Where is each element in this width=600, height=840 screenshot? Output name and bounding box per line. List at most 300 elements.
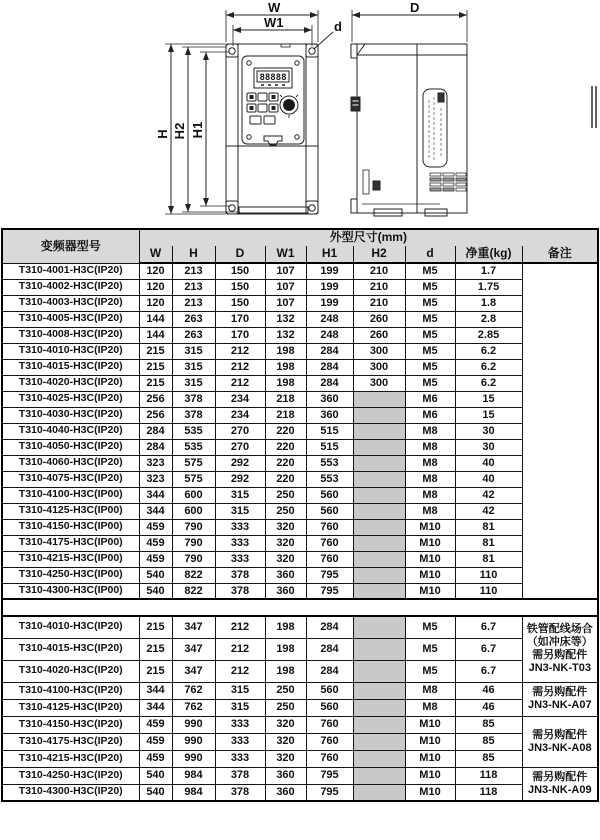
dim-cell: 107: [265, 295, 306, 311]
dim-cell: 132: [265, 311, 306, 327]
mounting-hole-icon: [309, 48, 315, 54]
remark-line: 需另购配件: [532, 686, 588, 698]
dim-cell: 46: [455, 699, 522, 716]
dim-cell: 263: [172, 311, 215, 327]
dim-cell: 575: [172, 471, 215, 487]
dim-cell: 378: [215, 784, 265, 801]
dim-cell: 560: [306, 503, 353, 519]
terminal-block-icon: [351, 97, 360, 111]
dim-cell: 560: [306, 487, 353, 503]
dim-cell: 198: [265, 375, 306, 391]
h2-cell-shaded: [353, 660, 405, 682]
dim-cell: 333: [215, 551, 265, 567]
h2-cell-shaded: [353, 638, 405, 660]
dim-cell: 292: [215, 455, 265, 471]
table-row: [2, 487, 598, 503]
dim-cell: 347: [172, 638, 215, 660]
col-header-weight: 净重(kg): [455, 246, 522, 263]
model-cell: T310-4020-H3C(IP20): [2, 375, 139, 391]
dim-cell: 540: [139, 767, 172, 784]
dim-cell: 260: [353, 311, 405, 327]
dim-cell: 292: [215, 471, 265, 487]
dim-cell: 250: [265, 682, 306, 699]
dim-cell: 320: [265, 551, 306, 567]
table-row: [2, 784, 598, 801]
dim-cell: 360: [306, 391, 353, 407]
dim-cell: 284: [306, 343, 353, 359]
dim-cell: M5: [405, 279, 455, 295]
dim-cell: 263: [172, 327, 215, 343]
dim-cell: 790: [172, 519, 215, 535]
table-header: [2, 229, 598, 263]
dim-cell: 199: [306, 279, 353, 295]
dim-cell: 560: [306, 682, 353, 699]
col-header-d: D: [215, 246, 265, 263]
dim-cell: 132: [265, 327, 306, 343]
dim-cell: 6.2: [455, 359, 522, 375]
dim-cell: 300: [353, 343, 405, 359]
nameplate-label: [423, 89, 447, 167]
dim-cell: 459: [139, 519, 172, 535]
dim-cell: 212: [215, 343, 265, 359]
dim-cell: M8: [405, 487, 455, 503]
h2-cell-shaded: [353, 583, 405, 599]
dim-cell: 212: [215, 660, 265, 682]
remark-line: JN3-NK-A09: [528, 783, 592, 796]
h2-cell-shaded: [353, 699, 405, 716]
table-body: [2, 263, 598, 801]
front-view: [165, 10, 333, 214]
dim-cell: 218: [265, 407, 306, 423]
dim-cell: 144: [139, 311, 172, 327]
dim-cell: 320: [265, 535, 306, 551]
dim-cell: 42: [455, 503, 522, 519]
dim-cell: 360: [265, 583, 306, 599]
dim-cell: 118: [455, 767, 522, 784]
dim-cell: 215: [139, 343, 172, 359]
model-cell: T310-4020-H3C(IP20): [2, 660, 139, 682]
model-cell: T310-4001-H3C(IP20): [2, 263, 139, 279]
remark-empty-cell: [522, 263, 598, 599]
dim-cell: 248: [306, 311, 353, 327]
remark-line: JN3-NK-A08: [528, 741, 592, 754]
vent-slots-icon: [430, 173, 466, 191]
dim-cell: M10: [405, 750, 455, 767]
dim-cell: 120: [139, 295, 172, 311]
dim-cell: 6.2: [455, 343, 522, 359]
dim-cell: 215: [139, 359, 172, 375]
dim-cell: 6.2: [455, 375, 522, 391]
h2-cell-shaded: [353, 503, 405, 519]
spec-table: [1, 228, 599, 802]
col-header-remark: 备注: [522, 246, 598, 263]
spacer-cell: [2, 599, 598, 616]
dim-cell: 795: [306, 784, 353, 801]
dim-cell: 553: [306, 471, 353, 487]
table-row: [2, 391, 598, 407]
dim-cell: 210: [353, 295, 405, 311]
remark-cell: [522, 616, 598, 682]
dim-cell: 220: [265, 439, 306, 455]
col-header-w1: W1: [265, 246, 306, 263]
dim-cell: 81: [455, 535, 522, 551]
dim-label-w1: W1: [264, 15, 284, 30]
model-cell: T310-4075-H3C(IP20): [2, 471, 139, 487]
h2-cell-shaded: [353, 487, 405, 503]
dim-cell: 2.8: [455, 311, 522, 327]
dim-cell: 218: [265, 391, 306, 407]
dim-cell: 333: [215, 535, 265, 551]
dim-cell: 760: [306, 535, 353, 551]
model-cell: T310-4002-H3C(IP20): [2, 279, 139, 295]
dim-cell: 320: [265, 716, 306, 733]
dim-cell: 199: [306, 263, 353, 279]
remark-cell: [522, 767, 598, 801]
dim-cell: M8: [405, 682, 455, 699]
remark-line: （如冲床等）: [526, 636, 593, 649]
table-row: [2, 471, 598, 487]
h2-cell-shaded: [353, 471, 405, 487]
dim-cell: 760: [306, 551, 353, 567]
model-cell: T310-4175-H3C(IP00): [2, 535, 139, 551]
table-row: [2, 716, 598, 733]
dim-cell: 300: [353, 375, 405, 391]
dim-cell: 984: [172, 767, 215, 784]
dim-cell: M10: [405, 716, 455, 733]
dim-cell: 198: [265, 638, 306, 660]
dim-cell: 760: [306, 519, 353, 535]
dim-label-h1: H1: [190, 121, 205, 139]
dim-cell: 378: [215, 767, 265, 784]
dim-cell: 118: [455, 784, 522, 801]
dim-cell: 990: [172, 716, 215, 733]
col-header-h2: H2: [353, 246, 405, 263]
dim-cell: 15: [455, 407, 522, 423]
dim-cell: 250: [265, 699, 306, 716]
dim-cell: 540: [139, 567, 172, 583]
dim-cell: M8: [405, 455, 455, 471]
table-row: [2, 535, 598, 551]
table-row: [2, 733, 598, 750]
model-cell: T310-4125-H3C(IP00): [2, 503, 139, 519]
dim-cell: 760: [306, 716, 353, 733]
mounting-hole-icon: [309, 205, 315, 211]
dim-cell: 260: [353, 327, 405, 343]
dim-cell: 250: [265, 503, 306, 519]
dim-cell: 40: [455, 455, 522, 471]
remark-cell: [522, 716, 598, 767]
dim-cell: 795: [306, 567, 353, 583]
dim-cell: M6: [405, 391, 455, 407]
dim-cell: 170: [215, 327, 265, 343]
model-cell: T310-4100-H3C(IP20): [2, 682, 139, 699]
table-row: [2, 263, 598, 279]
dim-cell: 378: [215, 567, 265, 583]
model-cell: T310-4015-H3C(IP20): [2, 638, 139, 660]
dim-cell: 459: [139, 750, 172, 767]
dim-cell: 315: [172, 343, 215, 359]
dim-cell: 120: [139, 263, 172, 279]
dim-cell: 198: [265, 359, 306, 375]
dim-cell: 344: [139, 699, 172, 716]
dim-cell: 270: [215, 423, 265, 439]
col-header-w: W: [139, 246, 172, 263]
h2-cell-shaded: [353, 567, 405, 583]
dim-cell: M10: [405, 535, 455, 551]
dim-cell: 344: [139, 487, 172, 503]
dim-label-depth: D: [410, 0, 420, 15]
dimension-drawing: [0, 0, 600, 228]
dim-cell: 107: [265, 279, 306, 295]
dim-cell: M8: [405, 699, 455, 716]
dim-cell: 822: [172, 567, 215, 583]
remark-line: 铁管配线场合: [526, 623, 593, 636]
table-row: [2, 359, 598, 375]
dim-cell: M8: [405, 439, 455, 455]
dim-cell: 360: [306, 407, 353, 423]
dim-cell: M8: [405, 503, 455, 519]
dim-cell: M5: [405, 311, 455, 327]
dim-cell: 378: [172, 407, 215, 423]
dim-cell: M5: [405, 263, 455, 279]
model-cell: T310-4150-H3C(IP20): [2, 716, 139, 733]
dim-cell: 215: [139, 660, 172, 682]
dim-cell: 213: [172, 279, 215, 295]
dim-cell: 333: [215, 519, 265, 535]
dim-cell: 220: [265, 471, 306, 487]
table-row: [2, 407, 598, 423]
model-cell: T310-4250-H3C(IP20): [2, 767, 139, 784]
model-cell: T310-4003-H3C(IP20): [2, 295, 139, 311]
dim-cell: 315: [215, 682, 265, 699]
dim-cell: 320: [265, 750, 306, 767]
dim-cell: 212: [215, 375, 265, 391]
h2-cell-shaded: [353, 519, 405, 535]
dim-cell: M5: [405, 375, 455, 391]
dim-cell: 515: [306, 423, 353, 439]
remark-line: JN3-NK-A07: [528, 699, 592, 711]
remark-line: 需另购配件: [532, 649, 588, 662]
table-row: [2, 455, 598, 471]
dim-cell: 300: [353, 359, 405, 375]
mounting-hole-icon: [229, 205, 235, 211]
dim-label-w: W: [268, 0, 281, 15]
dim-cell: 515: [306, 439, 353, 455]
dim-cell: 315: [172, 359, 215, 375]
dim-cell: 540: [139, 583, 172, 599]
table-row: [2, 327, 598, 343]
dim-cell: 30: [455, 423, 522, 439]
col-header-dims-group: 外型尺寸(mm): [139, 229, 598, 246]
dim-cell: M5: [405, 638, 455, 660]
dim-cell: 110: [455, 567, 522, 583]
table-row: [2, 567, 598, 583]
dim-cell: 990: [172, 750, 215, 767]
dim-cell: M10: [405, 767, 455, 784]
h2-cell-shaded: [353, 616, 405, 638]
dim-cell: 284: [306, 660, 353, 682]
model-cell: T310-4215-H3C(IP20): [2, 750, 139, 767]
dim-cell: 1.8: [455, 295, 522, 311]
h2-cell-shaded: [353, 767, 405, 784]
h2-cell-shaded: [353, 716, 405, 733]
table-row: [2, 750, 598, 767]
dim-cell: M10: [405, 784, 455, 801]
h2-cell-shaded: [353, 423, 405, 439]
dim-cell: 459: [139, 551, 172, 567]
dim-cell: 320: [265, 519, 306, 535]
dim-cell: 600: [172, 487, 215, 503]
dim-cell: 459: [139, 733, 172, 750]
dim-cell: 270: [215, 439, 265, 455]
h2-cell-shaded: [353, 407, 405, 423]
model-cell: T310-4215-H3C(IP00): [2, 551, 139, 567]
dim-cell: M10: [405, 583, 455, 599]
dim-cell: 6.7: [455, 638, 522, 660]
dim-cell: M10: [405, 519, 455, 535]
dim-cell: 215: [139, 375, 172, 391]
dim-cell: 150: [215, 263, 265, 279]
dim-cell: 795: [306, 767, 353, 784]
h2-cell-shaded: [353, 733, 405, 750]
dim-cell: 199: [306, 295, 353, 311]
dim-cell: 360: [265, 767, 306, 784]
section-spacer-row: [2, 599, 598, 616]
table-row: [2, 583, 598, 599]
model-cell: T310-4100-H3C(IP00): [2, 487, 139, 503]
dim-cell: 212: [215, 638, 265, 660]
dim-cell: 535: [172, 423, 215, 439]
dim-cell: 560: [306, 699, 353, 716]
dim-cell: 256: [139, 407, 172, 423]
h2-cell-shaded: [353, 439, 405, 455]
keypad-panel: [242, 56, 304, 145]
dim-cell: 347: [172, 660, 215, 682]
dim-cell: 256: [139, 391, 172, 407]
table-row: [2, 423, 598, 439]
dim-cell: 6.7: [455, 616, 522, 638]
dim-cell: 795: [306, 583, 353, 599]
dim-cell: 790: [172, 535, 215, 551]
dim-cell: 984: [172, 784, 215, 801]
dim-cell: 81: [455, 519, 522, 535]
dim-cell: 323: [139, 471, 172, 487]
dim-cell: 284: [306, 638, 353, 660]
remark-line: 需另购配件: [532, 728, 588, 741]
table-row: [2, 503, 598, 519]
dim-cell: 378: [172, 391, 215, 407]
dim-cell: 215: [139, 616, 172, 638]
h2-cell-shaded: [353, 551, 405, 567]
model-cell: T310-4125-H3C(IP20): [2, 699, 139, 716]
dim-cell: 220: [265, 423, 306, 439]
h2-cell-shaded: [353, 455, 405, 471]
col-header-model: 变频器型号: [2, 229, 139, 263]
dim-cell: 15: [455, 391, 522, 407]
model-cell: T310-4015-H3C(IP20): [2, 359, 139, 375]
dim-cell: M8: [405, 471, 455, 487]
dim-cell: 144: [139, 327, 172, 343]
dim-cell: 990: [172, 733, 215, 750]
dim-cell: 760: [306, 733, 353, 750]
dim-cell: 107: [265, 263, 306, 279]
dim-cell: 210: [353, 279, 405, 295]
table-row: [2, 519, 598, 535]
model-cell: T310-4175-H3C(IP20): [2, 733, 139, 750]
keypad-buttons: [247, 93, 278, 124]
dim-cell: 553: [306, 455, 353, 471]
dim-label-h2: H2: [172, 122, 187, 140]
model-cell: T310-4040-H3C(IP20): [2, 423, 139, 439]
table-row: [2, 343, 598, 359]
dim-cell: 85: [455, 716, 522, 733]
mounting-hole-icon: [229, 48, 235, 54]
cropped-figure-fragment: [592, 86, 596, 128]
dim-cell: 2.85: [455, 327, 522, 343]
dim-cell: 85: [455, 733, 522, 750]
remark-line: 需另购配件: [532, 770, 588, 783]
dim-cell: 762: [172, 682, 215, 699]
dim-cell: 600: [172, 503, 215, 519]
table-row: [2, 699, 598, 716]
col-header-h: H: [172, 246, 215, 263]
dim-cell: 150: [215, 295, 265, 311]
model-cell: T310-4025-H3C(IP20): [2, 391, 139, 407]
dim-cell: 284: [306, 375, 353, 391]
dim-cell: 459: [139, 535, 172, 551]
model-cell: T310-4300-H3C(IP20): [2, 784, 139, 801]
dim-cell: M10: [405, 551, 455, 567]
table-row: [2, 279, 598, 295]
dim-cell: 42: [455, 487, 522, 503]
potentiometer-knob-icon: [280, 95, 298, 118]
dim-cell: 234: [215, 391, 265, 407]
dim-cell: 150: [215, 279, 265, 295]
dim-cell: 110: [455, 583, 522, 599]
model-cell: T310-4005-H3C(IP20): [2, 311, 139, 327]
dim-cell: 315: [215, 503, 265, 519]
dim-cell: 344: [139, 503, 172, 519]
dim-cell: 378: [215, 583, 265, 599]
dim-cell: 198: [265, 660, 306, 682]
dim-cell: 284: [306, 616, 353, 638]
dim-cell: 6.7: [455, 660, 522, 682]
dim-cell: M5: [405, 343, 455, 359]
dim-cell: 46: [455, 682, 522, 699]
dim-cell: 535: [172, 439, 215, 455]
dim-cell: 85: [455, 750, 522, 767]
dim-cell: 347: [172, 616, 215, 638]
h2-cell-shaded: [353, 682, 405, 699]
dim-cell: 81: [455, 551, 522, 567]
dim-cell: 575: [172, 455, 215, 471]
table-row: [2, 295, 598, 311]
dimension-drawing-svg: [0, 0, 600, 228]
h2-cell-shaded: [353, 391, 405, 407]
dim-cell: M5: [405, 295, 455, 311]
model-cell: T310-4030-H3C(IP20): [2, 407, 139, 423]
dim-cell: 1.75: [455, 279, 522, 295]
table-row: [2, 682, 598, 699]
dim-cell: M10: [405, 567, 455, 583]
model-cell: T310-4060-H3C(IP20): [2, 455, 139, 471]
dim-cell: 198: [265, 616, 306, 638]
dim-cell: 333: [215, 716, 265, 733]
model-cell: T310-4150-H3C(IP00): [2, 519, 139, 535]
dim-cell: M8: [405, 423, 455, 439]
dim-cell: 790: [172, 551, 215, 567]
table-row: [2, 439, 598, 455]
